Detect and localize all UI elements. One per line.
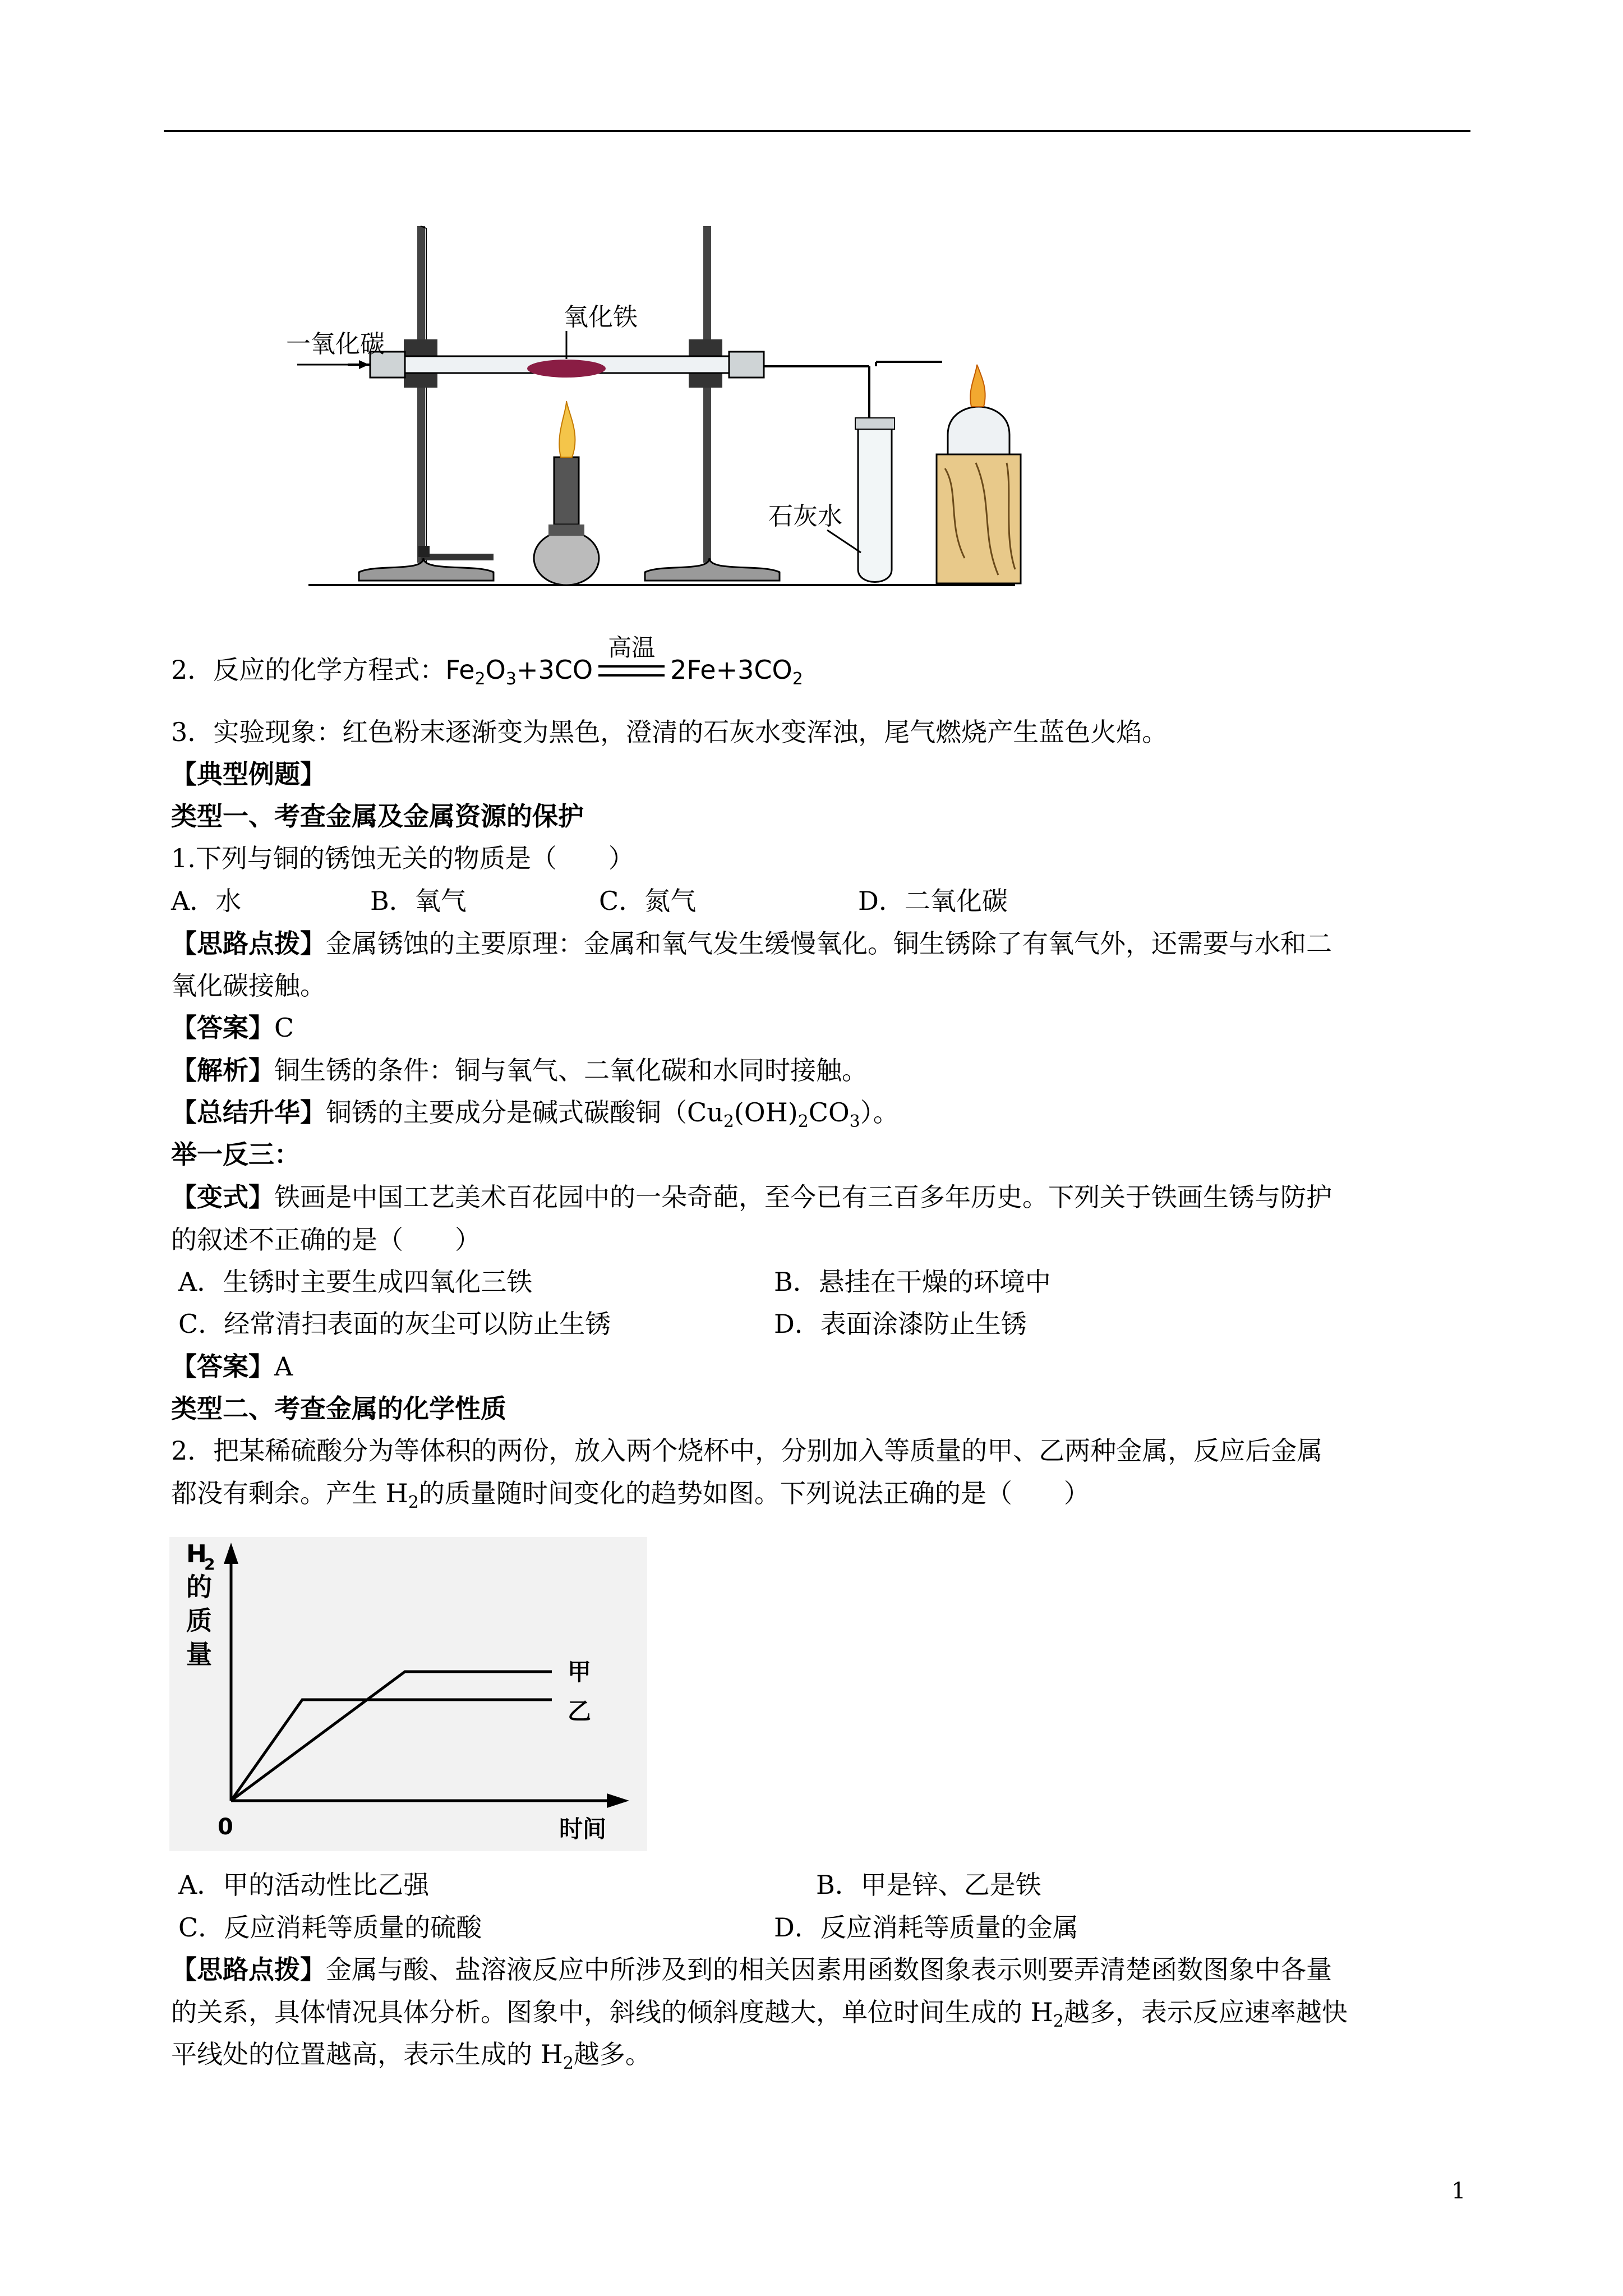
- co-label: 一氧化碳: [286, 330, 385, 358]
- variant-line1: 【变式】铁画是中国工艺美术百花园中的一朵奇葩，至今已有三百多年历史。下列关于铁画生锈与防护: [171, 1182, 1332, 1212]
- equation-products: $2Fe+3CO_2$: [670, 655, 803, 689]
- equation-reactants: $Fe_2O_3+3CO$: [445, 655, 593, 689]
- q2-hint-line2: 的关系，具体情况具体分析。图象中，斜线的倾斜度越大，单位时间生成的 $H_2$越多，表示反应速率越快: [171, 1997, 1348, 2031]
- variant-answer: 【答案】A: [171, 1351, 293, 1382]
- q1-option-b: B．氧气: [370, 886, 467, 916]
- variant-option-b: B．悬挂在干燥的环境中: [774, 1267, 1051, 1297]
- header-rule: [164, 130, 1470, 132]
- legend-yi: 乙: [568, 1697, 592, 1725]
- q1-analysis: 【解析】铜生锈的条件：铜与氧气、二氧化碳和水同时接触。: [171, 1055, 868, 1085]
- equation-condition: 高温: [598, 653, 665, 687]
- h2-mass-graph: [169, 1537, 647, 1851]
- variant-option-c: C．经常清扫表面的灰尘可以防止生锈: [178, 1309, 611, 1339]
- q1-option-c: C．氮气: [599, 886, 697, 916]
- q2-option-d: D．反应消耗等质量的金属: [774, 1912, 1078, 1943]
- q2-option-b: B．甲是锌、乙是铁: [816, 1870, 1041, 1900]
- fe2o3-label: 氧化铁: [564, 303, 638, 332]
- question-1: 1.下列与铜的锈蚀无关的物质是（ ）: [171, 843, 634, 873]
- q2-option-c: C．反应消耗等质量的硫酸: [178, 1912, 482, 1943]
- question-2-line1: 2．把某稀硫酸分为等体积的两份，放入两个烧杯中，分别加入等质量的甲、乙两种金属，反应后金属: [171, 1435, 1323, 1466]
- typical-examples-heading: 【典型例题】: [171, 759, 326, 789]
- variant-option-a: A．生锈时主要生成四氧化三铁: [178, 1267, 533, 1297]
- x-axis-label: 时间: [559, 1815, 607, 1843]
- variant-heading: 举一反三：: [171, 1139, 300, 1170]
- variant-option-d: D．表面涂漆防止生锈: [774, 1309, 1027, 1339]
- legend-jia: 甲: [568, 1658, 592, 1686]
- variant-line2: 的叙述不正确的是（ ）: [171, 1225, 481, 1255]
- origin-label: 0: [218, 1814, 233, 1840]
- y-label-de: 的: [186, 1572, 212, 1602]
- experiment-phenomenon: 3．实验现象：红色粉末逐渐变为黑色，澄清的石灰水变浑浊，尾气燃烧产生蓝色火焰。: [171, 717, 1168, 747]
- y-label-zhi: 质: [186, 1605, 212, 1636]
- y-label-liang: 量: [186, 1639, 212, 1669]
- apparatus-diagram: [286, 222, 1026, 592]
- q1-summary: 【总结升华】铜锈的主要成分是碱式碳酸铜$(Cu_2(OH)_2CO_3)$。: [171, 1097, 899, 1131]
- q2-hint-line3: 平线处的位置越高，表示生成的 $H_2$越多。: [171, 2039, 651, 2073]
- q1-option-a: A．水: [171, 886, 242, 916]
- q1-hint-line1: 【思路点拨】金属锈蚀的主要原理：金属和氧气发生缓慢氧化。铜生锈除了有氧气外，还需要与水和二: [171, 928, 1332, 959]
- q1-option-d: D．二氧化碳: [858, 886, 1008, 916]
- equation-prefix: 2．反应的化学方程式：: [171, 655, 446, 685]
- type2-heading: 类型二、考查金属的化学性质: [171, 1393, 506, 1424]
- type1-heading: 类型一、考查金属及金属资源的保护: [171, 801, 584, 831]
- question-2-line2: 都没有剩余。产生 $H_2$的质量随时间变化的趋势如图。下列说法正确的是（ ）: [171, 1478, 1090, 1512]
- y-label-h: H: [186, 1540, 207, 1568]
- q2-option-a: A．甲的活动性比乙强: [178, 1870, 430, 1900]
- limewater-label: 石灰水: [768, 502, 842, 531]
- q2-hint-line1: 【思路点拨】金属与酸、盐溶液反应中所涉及到的相关因素用函数图象表示则要弄清楚函数图象中各量: [171, 1954, 1332, 1985]
- y-label-sub: 2: [204, 1555, 215, 1573]
- q1-hint-line2: 氧化碳接触。: [171, 970, 326, 1001]
- q1-answer: 【答案】C: [171, 1013, 294, 1043]
- page-number: 1: [1451, 2178, 1466, 2204]
- reaction-equation: [171, 634, 803, 696]
